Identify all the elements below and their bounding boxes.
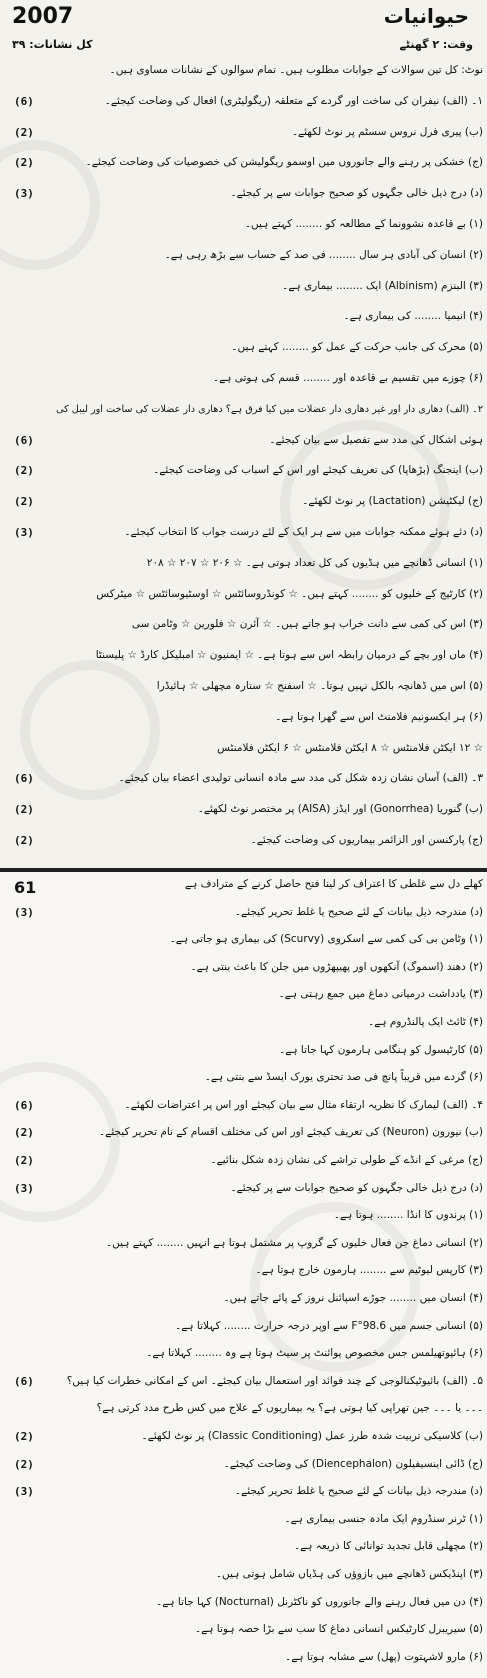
question-text: (ج) مرغی کے انڈے کے طولی تراشے کی نشان زدہ شکل بنائیے۔: [210, 1154, 483, 1166]
question-line: [4, 1649, 483, 1666]
question-marks: (3): [14, 1485, 34, 1499]
question-marks: (2): [14, 156, 34, 170]
question-marks: (2): [14, 495, 34, 509]
question-text: کھلے دل سے غلطی کا اعتراف کر لینا فتح حاصل کرنے کے مترادف ہے: [184, 878, 483, 890]
exam-year: 2007: [12, 4, 74, 29]
question-line: [4, 1621, 483, 1638]
question-line: [4, 154, 483, 171]
question-text: (۱) پرندوں کا انڈا ........ ہوتا ہے۔: [333, 1209, 483, 1222]
question-text: ۲۔ (الف) دھاری دار اور غیر دھاری دار عضلات میں کیا فرق ہے؟ دھاری دار عضلات کی ساخت اور لیبل کی: [56, 403, 483, 415]
question-line: [4, 1097, 483, 1114]
question-line: [4, 216, 483, 233]
question-line: [4, 1594, 483, 1611]
question-text: (۵) محرک کی جانب حرکت کے عمل کو ........ کہتے ہیں۔: [231, 341, 483, 354]
question-line: [4, 931, 483, 948]
question-text: (د) مندرجہ ذیل بیانات کے لئے صحیح یا غلط تحریر کیجئے۔: [234, 1485, 483, 1498]
question-marks: (3): [14, 526, 34, 539]
question-text: (۲) دھند (اسموگ) آنکھوں اور پھیپھڑوں میں جلن کا باعث بنتی ہے۔: [190, 960, 483, 973]
question-text: (۵) اس میں ڈھانچہ بالکل نہیں ہوتا۔ ☆ اسفنج ☆ ستارہ مچھلی ☆ ہائیڈرا: [156, 680, 483, 692]
question-text: ہوئی اشکال کی مدد سے تفصیل سے بیان کیجئے۔: [269, 433, 483, 446]
question-marks: (2): [14, 803, 34, 817]
question-marks: (2): [14, 1430, 34, 1443]
question-text: (ب) گنوریا (Gonorrhea) اور ایڈز (AISA) پر مختصر نوٹ لکھئے۔: [197, 803, 483, 816]
question-line: [4, 93, 483, 110]
question-line: [4, 1014, 483, 1031]
question-line: [4, 1483, 483, 1500]
question-line: [4, 1428, 483, 1445]
question-text: ۱۔ (الف) نیفران کی ساخت اور گردے کے متعلقہ (ریگولیٹری) افعال کی وضاحت کیجئے۔: [104, 94, 483, 107]
question-text: (۳) اپنڈیکس ڈھانچے میں بازوؤں کی ہڈیاں شامل ہوتی ہیں۔: [215, 1568, 483, 1580]
question-text: (د) درج ذیل خالی جگہوں کو صحیح جوابات سے پر کیجئے۔: [230, 1181, 483, 1194]
question-line: [4, 62, 483, 79]
question-text: (ب) اینجنگ (بڑھاپا) کی تعریف کیجئے اور اس کے اسباب کی وضاحت کیجئے۔: [153, 464, 483, 477]
question-line: [4, 401, 483, 418]
question-line: [4, 1318, 483, 1335]
question-text: (ب) نیورون (Neuron) کی تعریف کیجئے اور اس کی مختلف اقسام کے نام تحریر کیجئے۔: [99, 1126, 483, 1139]
question-text: (۶) گردے میں قریباً پانچ فی صد تحتری یورک ایسڈ سے بنتی ہے۔: [204, 1071, 483, 1084]
question-text: (۴) ماں اور بچے کے درمیان رابطہ اس سے ہوتا ہے۔ ☆ ایمنیون ☆ امبلیکل کارڈ ☆ پلیسنٹا: [95, 649, 483, 662]
question-line: [4, 1207, 483, 1224]
question-text: (۳) اس کی کمی سے دانت خراب ہو جاتے ہیں۔ ☆ آئرن ☆ فلورین ☆ وٹامن سی: [131, 618, 483, 631]
question-line: [4, 524, 483, 541]
question-line: [4, 709, 483, 726]
page-number: 61: [14, 878, 37, 897]
question-marks: (6): [14, 772, 34, 786]
question-line: [4, 959, 483, 976]
question-marks: (6): [14, 1098, 34, 1112]
question-line: [4, 1538, 483, 1555]
question-text: (ج) لیکٹیشن (Lactation) پر نوٹ لکھئے۔: [302, 495, 483, 508]
question-text: (ج) پارکنسن اور الزائمر بیماریوں کی وضاحت کیجئے۔: [250, 834, 483, 846]
question-line: [4, 432, 483, 449]
question-marks: (3): [14, 905, 34, 919]
question-text: نوٹ: کل تین سوالات کے جوابات مطلوب ہیں۔ تمام سوالوں کے نشانات مساوی ہیں۔: [109, 64, 483, 76]
question-line: [4, 1456, 483, 1473]
question-text: (ب) کلاسیکی تربیت شدہ طرز عمل (Classic Conditioning) پر نوٹ لکھئے۔: [141, 1430, 483, 1442]
question-line: [4, 1566, 483, 1583]
question-text: (۲) کارٹیج کے خلیوں کو ........ کہتے ہیں۔ ☆ کونڈروسائٹس ☆ اوسٹیوسائٹس ☆ میٹرکس: [96, 587, 483, 600]
question-text: (۶) ہر ایکسونیم فلامنٹ اس سے گھرا ہوتا ہے۔: [275, 710, 483, 723]
question-line: [4, 555, 483, 572]
question-line: [4, 339, 483, 356]
question-line: [4, 616, 483, 633]
question-text: (۶) مارو لاشہتوت (پھل) سے مشابہ ہوتا ہے۔: [285, 1650, 483, 1663]
question-line: [4, 1290, 483, 1307]
exam-sheet-2: [0, 872, 487, 1678]
question-text: (۶) چوزے میں تقسیم بے قاعدہ اور ........ قسم کی ہوتی ہے۔: [212, 372, 483, 384]
question-text: (۱) انسانی ڈھانچے میں ہڈیوں کی کل تعداد ہوتی ہے۔ ☆ ۲۰۶ ☆ ۲۰۷ ☆ ۲۰۸: [146, 556, 483, 569]
question-line: [4, 370, 483, 387]
question-line: [4, 493, 483, 510]
question-line: [4, 308, 483, 325]
question-text: (۱) وٹامن بی کی کمی سے اسکروی (Scurvy) کی بیماری ہو جاتی ہے۔: [169, 933, 483, 946]
question-text: ۳۔ (الف) آسان نشان زدہ شکل کی مدد سے مادہ انسانی تولیدی اعضاء بیان کیجئے۔: [118, 772, 483, 785]
question-line: [4, 1235, 483, 1252]
question-text: (ج) خشکی پر رہنے والے جانوروں میں اوسمو ریگولیشن کی خصوصیات کی وضاحت کیجئے۔: [85, 156, 483, 169]
question-line: [4, 1152, 483, 1169]
question-text: (۵) کارٹیسول کو ہنگامی ہارمون کہا جاتا ہے۔: [279, 1043, 483, 1056]
question-line: [4, 986, 483, 1003]
question-marks: (6): [14, 1374, 34, 1388]
question-line: [4, 740, 483, 757]
question-marks: (6): [14, 94, 34, 108]
question-line: [4, 247, 483, 264]
question-line: [4, 1345, 483, 1362]
question-text: (۵) انسانی جسم میں 98.6°F سے اوپر درجہ حرارت ........ کہلاتا ہے۔: [175, 1319, 483, 1332]
question-line: [4, 904, 483, 921]
exam-time: وقت: ۲ گھنٹے: [399, 38, 473, 51]
question-line: [4, 647, 483, 664]
question-line: [4, 1180, 483, 1197]
question-text: (۳) یادداشت درمیانی دماغ میں جمع رہتی ہے۔: [278, 988, 483, 1001]
question-line: [4, 1042, 483, 1059]
question-line: [4, 124, 483, 141]
question-text: ☆ ۱۲ ایکٹن فلامنٹس ☆ ۸ ایکٹن فلامنٹس ☆ ۶ ایکٹن فلامنٹس: [217, 741, 483, 754]
question-text: (۲) انسان کی آبادی ہر سال ........ فی صد کے حساب سے بڑھ رہی ہے۔: [164, 248, 483, 261]
question-marks: (6): [14, 433, 34, 447]
question-text: (۶) ہائپوتھیلمس جس مخصوص پوائنٹ پر سیٹ ہوتا ہے وہ ........ کہلاتا ہے۔: [146, 1347, 483, 1360]
question-text: (۴) انسان میں ........ جوڑے اسپائنل نروز کے پائے جاتے ہیں۔: [223, 1292, 483, 1304]
question-line: [4, 770, 483, 787]
question-text: (ب) پیری فرل نروس سسٹم پر نوٹ لکھئے۔: [291, 125, 483, 138]
question-line: [4, 1373, 483, 1390]
question-marks: (2): [14, 125, 34, 139]
question-text: (۱) ٹرنر سنڈروم ایک مادہ جنسی بیماری ہے۔: [284, 1512, 483, 1525]
total-marks: کل نشانات: ۳۹: [12, 38, 93, 51]
question-line: [4, 678, 483, 695]
question-text: (۳) کارپس لیوٹیم سے ........ ہارمون خارج ہوتا ہے۔: [255, 1264, 483, 1277]
question-text: (۴) انیمیا ........ کی بیماری ہے۔: [343, 310, 483, 323]
question-text: (۳) البنزم (Albinism) ایک ........ بیماری ہے۔: [282, 279, 483, 292]
question-text: (۱) بے قاعدہ نشوونما کے مطالعہ کو ........ کہتے ہیں۔: [244, 218, 483, 230]
question-marks: (3): [14, 1181, 34, 1195]
question-marks: (2): [14, 834, 34, 847]
question-line: [4, 801, 483, 818]
question-text: (د) دئے ہوئے ممکنہ جوابات میں سے ہر ایک کے لئے درست جواب کا انتخاب کیجئے۔: [124, 526, 483, 538]
question-text: (۲) مچھلی قابل تجدید توانائی کا ذریعہ ہے۔: [293, 1540, 483, 1553]
question-text: ۴۔ (الف) لیمارک کا نظریہ ارتقاء مثال سے بیان کیجئے اور اس پر اعتراضات لکھئے۔: [124, 1098, 483, 1111]
question-text: (۴) دن میں فعال رہنے والے جانوروں کو ناکٹرنل (Nocturnal) کہا جاتا ہے۔: [156, 1595, 483, 1608]
question-text: (۲) انسانی دماغ جن فعال خلیوں کے گروپ پر مشتمل ہوتا ہے انہیں ........ کہتے ہیں۔: [105, 1236, 483, 1249]
question-line: [4, 1069, 483, 1086]
question-line: [4, 832, 483, 849]
question-text: (۴) ٹائٹ ایک پالنڈروم ہے۔: [368, 1016, 483, 1028]
question-marks: (3): [14, 187, 34, 201]
question-marks: (2): [14, 464, 34, 478]
question-line: [4, 1262, 483, 1279]
question-line: [4, 278, 483, 295]
question-marks: (2): [14, 1154, 34, 1167]
question-line: [4, 462, 483, 479]
question-line: [4, 586, 483, 603]
question-text: (د) مندرجہ ذیل بیانات کے لئے صحیح یا غلط تحریر کیجئے۔: [234, 905, 483, 918]
question-text: ۵۔ (الف) بائیوٹیکنالوجی کے چند فوائد اور استعمال بیان کیجئے۔ اس کے امکانی خطرات کیا ہیں؟: [66, 1374, 483, 1387]
subject-title: حیوانیات: [383, 4, 469, 28]
question-marks: (2): [14, 1457, 34, 1471]
question-text: (د) درج ذیل خالی جگہوں کو صحیح جوابات سے پر کیجئے۔: [230, 187, 483, 200]
question-line: [4, 876, 483, 893]
question-line: [4, 1400, 483, 1417]
question-text: ۔۔۔ یا ۔۔۔ جین تھراپی کیا ہوتی ہے؟ یہ بیماریوں کے علاج میں کس طرح مدد کرتی ہے؟: [96, 1402, 483, 1415]
question-text: (۵) سیریبرل کارٹیکس انسانی دماغ کا سب سے بڑا حصہ ہوتا ہے۔: [194, 1623, 483, 1636]
question-line: [4, 1124, 483, 1141]
question-marks: (2): [14, 1126, 34, 1140]
question-line: [4, 1511, 483, 1528]
question-text: (ج) ڈائی اینسیفیلون (Diencephalon) کی وضاحت کیجئے۔: [223, 1457, 483, 1470]
question-line: [4, 185, 483, 202]
